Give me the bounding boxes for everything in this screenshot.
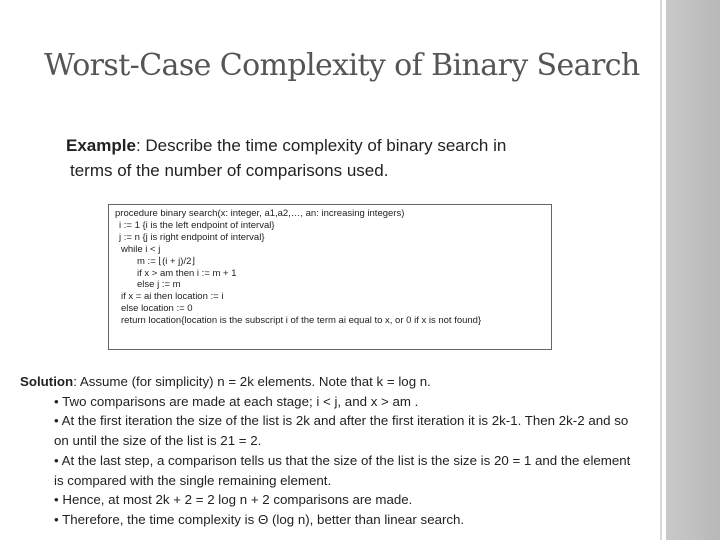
code-line: if x = ai then location := i: [121, 291, 224, 303]
code-line: else location := 0: [121, 303, 193, 315]
solution-line: on until the size of the list is 21 = 2.: [54, 433, 262, 449]
solution-line: • At the last step, a comparison tells us that the size of the list is the size is 20 = 1 and the element: [54, 452, 631, 468]
code-line-0: procedure binary search(x: integer, a1,a2,…, an: increasing integers): [115, 208, 405, 219]
solution-line: • Hence, at most 2k + 2 = 2 log n + 2 comparisons are made.: [54, 492, 413, 508]
example-label: Example: [66, 136, 136, 155]
slide-title: Worst-Case Complexity of Binary Search: [44, 48, 640, 83]
example-text-1: : Describe the time complexity of binary search in: [135, 136, 507, 155]
solution-line: • Two comparisons are made at each stage; i < j, and x > am .: [54, 393, 419, 409]
example-block: [66, 133, 626, 183]
code-line: m := ⌊(i + j)/2⌋: [137, 255, 196, 267]
example-text-2: terms of the number of comparisons used.: [70, 161, 389, 180]
code-line: i := 1 {i is the left endpoint of interval}: [119, 219, 275, 231]
code-line: j := n {j is right endpoint of interval}: [119, 231, 265, 243]
solution-label: Solution: [20, 374, 74, 389]
solution-line: • Therefore, the time complexity is Θ (log n), better than linear search.: [54, 511, 465, 527]
solution-line: Solution: Assume (for simplicity) n = 2k elements. Note that k = log n.: [20, 374, 431, 389]
pseudocode-box: [108, 204, 552, 350]
example-line-1: [66, 136, 506, 155]
solution-block: [20, 372, 720, 530]
solution-line: is compared with the single remaining element.: [54, 472, 332, 488]
code-line: else j := m: [137, 279, 181, 291]
solution-line: • At the first iteration the size of the list is 2k and after the first iteration it is 2k-1. Then 2k-2 and so: [54, 413, 629, 429]
code-line: while i < j: [121, 243, 161, 255]
code-line: return location{location is the subscript i of the term ai equal to x, or 0 if x is not found}: [121, 315, 482, 327]
code-line-procedure: [115, 208, 551, 220]
code-line: if x > am then i := m + 1: [137, 267, 237, 279]
